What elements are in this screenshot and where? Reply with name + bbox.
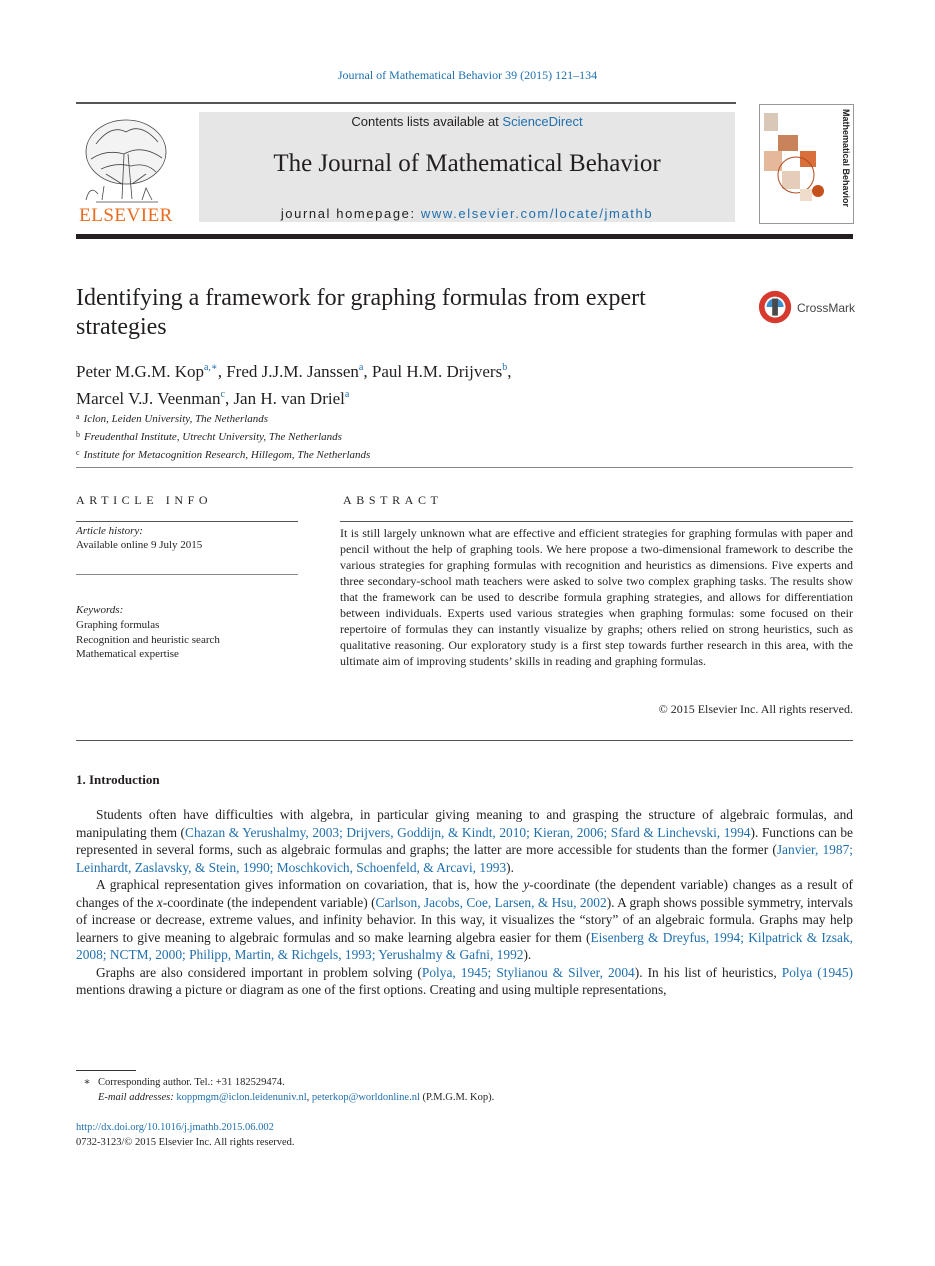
doi-link[interactable]: http://dx.doi.org/10.1016/j.jmathb.2015.06.002 (76, 1122, 274, 1133)
author-separator: , (217, 362, 227, 381)
email-link[interactable]: peterkop@worldonline.nl (311, 1091, 420, 1103)
journal-homepage-link[interactable]: www.elsevier.com/locate/jmathb (420, 206, 654, 221)
divider (76, 467, 853, 468)
citation-link[interactable]: Chazan & Yerushalmy, 2003; Drijvers, Goddijn, & Kindt, 2010; Kieran, 2006; Sfard & Linchevski, 1994 (185, 824, 751, 840)
crossmark-label[interactable]: CrossMark (797, 301, 856, 315)
keywords-label: Keywords: (76, 604, 124, 616)
author-affiliation-mark[interactable]: b (502, 362, 508, 373)
issn-copyright: 0732-3123/© 2015 Elsevier Inc. All rights reserved. (76, 1136, 295, 1148)
paragraph-text: A graphical representation gives information on covariation, that is, how the (96, 877, 524, 892)
intro-paragraph (76, 964, 853, 999)
author-affiliation-mark[interactable]: a (344, 389, 350, 400)
paragraph-text: ). (523, 947, 532, 962)
keyword-item: Mathematical expertise (76, 648, 179, 661)
paragraph-text: ). In his list of heuristics, (634, 964, 782, 980)
contents-prefix: Contents lists available at (351, 114, 503, 129)
paragraph-text: Graphs are also considered important in problem solving ( (96, 964, 422, 980)
author-affiliation-mark[interactable]: c (220, 389, 225, 400)
journal-cover-thumbnail[interactable] (759, 104, 854, 224)
author-name: Fred J.J.M. Janssen (226, 362, 359, 381)
author-affiliation-mark[interactable]: a (358, 362, 364, 373)
footnote-mark: ∗ (83, 1077, 91, 1088)
header-thick-rule (76, 234, 853, 239)
affiliation-item (76, 409, 370, 427)
footnote-rule (76, 1070, 136, 1071)
email-note (76, 1091, 494, 1106)
affiliation-text: Iclon, Leiden University, The Netherlands (83, 413, 269, 425)
homepage-prefix: journal homepage: (280, 206, 421, 221)
introduction-body (76, 806, 853, 999)
corresponding-author-text: Corresponding author. Tel.: +31 182529474. (98, 1077, 285, 1088)
affiliation-list (76, 409, 370, 463)
affiliation-item (76, 445, 370, 463)
paragraph-text: ). Functions can be represented in several forms, such as algebraic formulas and graphs; the latter are more accessible for students than the former ( (76, 824, 853, 857)
paragraph-text: Students often have difficulties with algebra, in particular giving meaning to and grasping the structure of algebraic formulas, and manipulating them ( (76, 807, 853, 840)
divider (76, 574, 298, 575)
abstract-text: It is still largely unknown what are effective and efficient strategies for graphing formulas with paper and pencil without the help of graphing tools. We here propose a two-dimensional framework to describe the various strategies for graphing formulas with recognition and heuristics as dimensions. Five experts and three secondary-school math teachers were asked to solve two complex graphing tasks. The results show that the framework can be used to describe formula graphing strategies, and allows for differentiation between individuals. Experts used various strategies when graphing formulas: some focused on their repertoire of formulas they can instantly visualize by graphs; others relied on strong heuristics, such as qualitative reasoning. Our exploratory study is a first step towards further research in this area, with the ultimate aim of improving students’ skills in reading and graphing formulas. (340, 526, 853, 668)
divider (340, 521, 853, 522)
sciencedirect-link[interactable]: ScienceDirect (502, 114, 583, 129)
article-history-value: Available online 9 July 2015 (76, 539, 203, 551)
keyword-item: Recognition and heuristic search (76, 633, 220, 646)
email-separator: , (306, 1091, 312, 1103)
author-separator: , (363, 362, 372, 381)
author-separator: , (507, 362, 512, 381)
paragraph-text: -coordinate (the independent variable) ( (162, 894, 376, 910)
divider (76, 521, 298, 522)
citation-link[interactable]: Polya (1945) (781, 964, 853, 980)
homepage-line (199, 206, 735, 221)
affiliation-text: Freudenthal Institute, Utrecht University, The Netherlands (84, 431, 342, 443)
article-title: Identifying a framework for graphing formulas from expert strategies (76, 285, 646, 340)
keyword-item: Graphing formulas (76, 619, 160, 631)
italic-text: x (156, 894, 163, 910)
abstract-heading: ABSTRACT (343, 493, 443, 507)
citation-link[interactable]: Eisenberg & Dreyfus, 1994; Kilpatrick & Izsak, 2008; NCTM, 2000; Philipp, Martin, & Richgels, 1993; Yerushalmy & Gafni, 1992 (76, 929, 854, 962)
intro-paragraph (76, 806, 853, 876)
footnotes (76, 1076, 494, 1105)
email-link[interactable]: koppmgm@iclon.leidenuniv.nl (176, 1091, 307, 1103)
affiliation-mark: a (76, 412, 80, 421)
header-rule (76, 102, 736, 104)
journal-title: The Journal of Mathematical Behavior (273, 150, 661, 177)
journal-citation-link[interactable]: Journal of Mathematical Behavior 39 (2015) 121–134 (337, 68, 598, 82)
affiliation-mark: b (76, 430, 80, 439)
author-name: Paul H.M. Drijvers (371, 362, 503, 381)
article-history-label: Article history: (76, 525, 143, 537)
paragraph-text: ). A graph shows possible symmetry, intervals of increase or decrease, extreme values, and infinity behavior. In this way, it visualizes the “story” of an algebraic formula. Graphs may help learners to give meaning to algebraic formulas and so make learning algebra easier for them ( (76, 894, 853, 945)
author-name: Jan H. van Driel (233, 389, 345, 408)
divider (76, 740, 853, 741)
cover-art-icon (760, 105, 840, 223)
citation-link[interactable]: Carlson, Jacobs, Coe, Larsen, & Hsu, 2002 (375, 894, 607, 910)
email-label: E-mail addresses: (98, 1091, 174, 1103)
author-name: Marcel V.J. Veenman (76, 389, 221, 408)
citation-link[interactable]: Polya, 1945; Stylianou & Silver, 2004 (421, 964, 635, 980)
affiliation-item (76, 427, 370, 445)
email-owner: (P.M.G.M. Kop). (419, 1091, 495, 1103)
paragraph-text: -coordinate (the dependent variable) changes as a result of changes of the (76, 877, 853, 910)
intro-paragraph (76, 876, 853, 964)
elsevier-wordmark: ELSEVIER (79, 205, 173, 226)
contents-line (199, 114, 735, 129)
affiliation-mark: c (76, 448, 80, 457)
affiliation-text: Institute for Metacognition Research, Hillegom, The Netherlands (83, 449, 371, 461)
keywords-list (76, 618, 220, 662)
citation-link[interactable]: Janvier, 1987; Leinhardt, Zaslavsky, & Stein, 1990; Moschkovich, Schoenfeld, & Arcavi, 1993 (76, 842, 853, 875)
doi-block (76, 1121, 295, 1150)
section-heading: 1. Introduction (76, 772, 160, 787)
author-list (76, 356, 776, 410)
paragraph-text: ). (506, 859, 514, 875)
author-affiliation-mark[interactable]: a,∗ (203, 362, 218, 373)
author-name: Peter M.G.M. Kop (76, 362, 204, 381)
crossmark-icon[interactable] (757, 289, 795, 327)
cover-title: Mathematical Behavior (841, 109, 851, 208)
italic-text: y (523, 877, 530, 892)
article-info-heading: ARTICLE INFO (76, 493, 213, 507)
corresponding-author-note (76, 1076, 494, 1091)
paragraph-text: mentions drawing a picture or diagram as one of the first options. Creating and using multiple representations, (76, 982, 667, 997)
author-separator: , (224, 389, 234, 408)
abstract-copyright: © 2015 Elsevier Inc. All rights reserved. (658, 702, 853, 716)
